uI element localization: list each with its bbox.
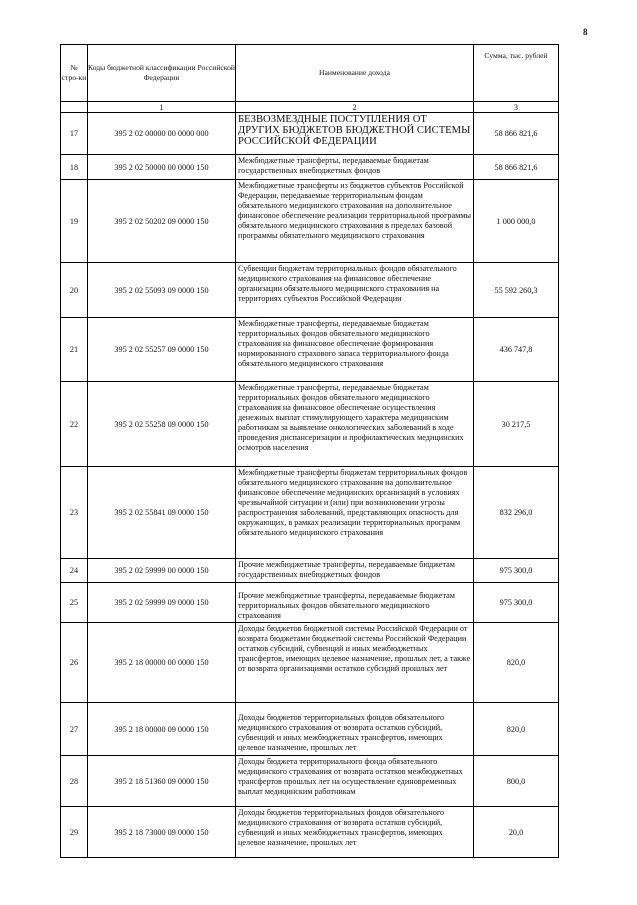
budget-code: 395 2 02 50000 00 0000 150 [88, 155, 236, 180]
table-row [61, 807, 559, 858]
budget-code: 395 2 18 00000 09 0000 150 [88, 703, 236, 756]
row-number: 17 [61, 113, 88, 155]
revenue-name: Доходы бюджета территориального фонда обязательного медицинского страхования от возврата остатков межбюджетных трансфертов прошлых лет на осуществление единовременных выплат медицинским работникам [236, 756, 474, 807]
amount: 820,0 [474, 703, 559, 756]
amount: 436 747,8 [474, 318, 559, 382]
amount: 20,0 [474, 807, 559, 858]
row-number: 27 [61, 703, 88, 756]
amount: 975 300,0 [474, 559, 559, 583]
column-index-1: 1 [88, 102, 236, 113]
row-number: 26 [61, 623, 88, 703]
amount: 55 592 260,3 [474, 263, 559, 318]
page-number: 8 [583, 27, 588, 37]
row-number: 24 [61, 559, 88, 583]
row-number: 25 [61, 583, 88, 623]
row-number: 18 [61, 155, 88, 180]
amount: 800,0 [474, 756, 559, 807]
budget-code: 395 2 02 59999 00 0000 150 [88, 559, 236, 583]
table-row [61, 318, 559, 382]
budget-code: 395 2 18 00000 00 0000 150 [88, 623, 236, 703]
table-row [61, 382, 559, 467]
amount: 58 866 821,6 [474, 155, 559, 180]
revenue-name: Межбюджетные трансферты из бюджетов субъектов Российской Федерации, передаваемые территориальным фондам обязательного медицинского страхования на дополнительное финансовое обеспечение реализации территориальной программы обязательного медицинского страхования в пределах базовой программы обязательного медицинского страхования [236, 180, 474, 263]
header-budget-code: Коды бюджетной классификации Российской Федерации [88, 45, 236, 102]
revenue-name: Прочие межбюджетные трансферты, передаваемые бюджетам территориальных фондов обязательного медицинского страхования [236, 583, 474, 623]
row-number: 19 [61, 180, 88, 263]
table-row [61, 703, 559, 756]
table-row [61, 155, 559, 180]
row-number: 29 [61, 807, 88, 858]
row-number: 28 [61, 756, 88, 807]
table-row [61, 559, 559, 583]
row-number: 23 [61, 467, 88, 559]
row-number: 22 [61, 382, 88, 467]
revenue-name: Межбюджетные трансферты, передаваемые бюджетам территориальных фондов обязательного медицинского страхования на финансовое обеспечение осуществления денежных выплат стимулирующего характера медицинским работникам за выявление онкологических заболеваний в ходе проведения диспансеризации и профилактических медицинских осмотров населения [236, 382, 474, 467]
table-row [61, 113, 559, 155]
budget-code: 395 2 02 50202 09 0000 150 [88, 180, 236, 263]
budget-code: 395 2 02 55093 09 0000 150 [88, 263, 236, 318]
budget-code: 395 2 18 51360 09 0000 150 [88, 756, 236, 807]
table-row [61, 180, 559, 263]
row-number: 21 [61, 318, 88, 382]
table-row [61, 756, 559, 807]
table-header-row [61, 45, 559, 102]
column-index-3: 3 [474, 102, 559, 113]
amount: 58 866 821,6 [474, 113, 559, 155]
amount: 1 000 000,0 [474, 180, 559, 263]
table-row [61, 263, 559, 318]
revenue-name: Доходы бюджетов территориальных фондов обязательного медицинского страхования от возврата остатков субсидий, субвенций и иных межбюджетных трансфертов, имеющих целевое назначение, прошлых лет [236, 703, 474, 756]
budget-code: 395 2 02 55257 09 0000 150 [88, 318, 236, 382]
header-revenue-name: Наименование дохода [236, 45, 474, 102]
revenue-table [60, 44, 559, 858]
revenue-name: Межбюджетные трансферты бюджетам территориальных фондов обязательного медицинского страхования на дополнительное финансовое обеспечение медицинских организаций в условиях чрезвычайной ситуации и (или) при возникновении угрозы распространения заболеваний, представляющих опасность для окружающих, в рамках реализации территориальных программ обязательного медицинского страхования [236, 467, 474, 559]
column-index-2: 2 [236, 102, 474, 113]
amount: 30 217,5 [474, 382, 559, 467]
row-number: 20 [61, 263, 88, 318]
budget-code: 395 2 02 00000 00 0000 000 [88, 113, 236, 155]
header-amount: Сумма, тыс. рублей [474, 45, 559, 102]
revenue-name: Субвенции бюджетам территориальных фондов обязательного медицинского страхования на финансовое обеспечение организации обязательного медицинского страхования на территориях субъектов Российской Федерации [236, 263, 474, 318]
table-row [61, 467, 559, 559]
revenue-name: Доходы бюджетов бюджетной системы Российской Федерации от возврата бюджетами бюджетной системы Российской Федерации остатков субсидий, субвенций и иных межбюджетных трансфертов, имеющих целевое назначение, прошлых лет, а также от возврата организациями остатков субсидий прошлых лет [236, 623, 474, 703]
budget-code: 395 2 02 55258 09 0000 150 [88, 382, 236, 467]
budget-code: 395 2 18 73000 09 0000 150 [88, 807, 236, 858]
column-index-blank [61, 102, 88, 113]
column-index-row [61, 102, 559, 113]
amount: 820,0 [474, 623, 559, 703]
revenue-name: БЕЗВОЗМЕЗДНЫЕ ПОСТУПЛЕНИЯ ОТ ДРУГИХ БЮДЖЕТОВ БЮДЖЕТНОЙ СИСТЕМЫ РОССИЙСКОЙ ФЕДЕРАЦИИ [236, 113, 474, 155]
amount: 832 296,0 [474, 467, 559, 559]
revenue-name: Прочие межбюджетные трансферты, передаваемые бюджетам государственных внебюджетных фондов [236, 559, 474, 583]
revenue-name: Межбюджетные трансферты, передаваемые бюджетам государственных внебюджетных фондов [236, 155, 474, 180]
table-row [61, 583, 559, 623]
revenue-name: Межбюджетные трансферты, передаваемые бюджетам территориальных фондов обязательного медицинского страхования на финансовое обеспечение формирования нормированного страхового запаса территориального фонда обязательного медицинского страхования [236, 318, 474, 382]
budget-code: 395 2 02 59999 09 0000 150 [88, 583, 236, 623]
header-row-number: № стро-ки [61, 45, 88, 102]
table-row [61, 623, 559, 703]
amount: 975 300,0 [474, 583, 559, 623]
budget-code: 395 2 02 55841 09 0000 150 [88, 467, 236, 559]
revenue-name: Доходы бюджетов территориальных фондов обязательного медицинского страхования от возврата остатков субсидий, субвенций и иных межбюджетных трансфертов, имеющих целевое назначение, прошлых лет [236, 807, 474, 858]
